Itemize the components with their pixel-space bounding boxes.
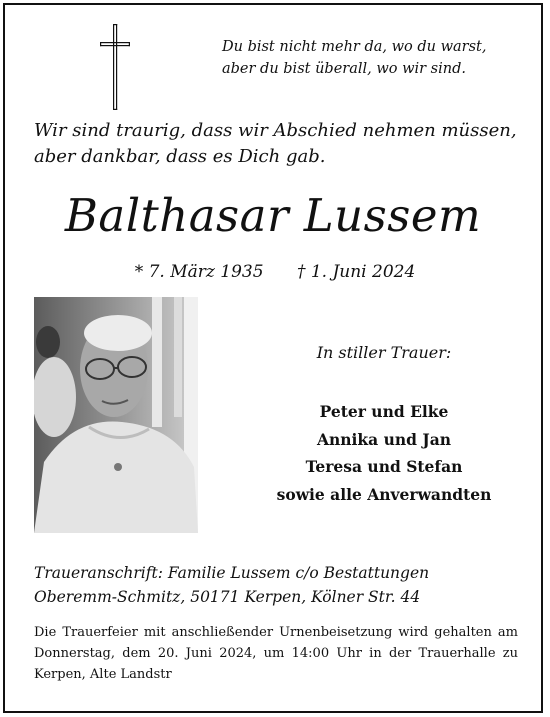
mourners-list bbox=[234, 398, 534, 508]
deceased-name: Balthasar Lussem bbox=[64, 189, 482, 242]
mourning-address bbox=[34, 561, 524, 609]
address-line: Traueranschrift: Familie Lussem c/o Bestattungen bbox=[34, 564, 430, 582]
intro-line: aber dankbar, dass es Dich gab. bbox=[34, 146, 326, 167]
cross-icon bbox=[98, 24, 132, 110]
address-line: Oberemm-Schmitz, 50171 Kerpen, Kölner Str. 44 bbox=[34, 588, 421, 606]
portrait-photo bbox=[34, 297, 198, 533]
mourner-entry: sowie alle Anverwandten bbox=[276, 484, 492, 504]
life-dates bbox=[0, 260, 550, 284]
funeral-notice: Die Trauerfeier mit anschließender Urnenbeisetzung wird gehalten am Donnerstag, dem 20. Juni 2024, um 14:00 Uhr in der Trauerhalle zu Kerpen, Alte Landstr bbox=[34, 625, 518, 682]
motto-line: Du bist nicht mehr da, wo du warst, bbox=[222, 39, 487, 55]
death-date: † 1. Juni 2024 bbox=[296, 262, 416, 282]
birth-date: * 7. März 1935 bbox=[134, 262, 264, 282]
motto-quote bbox=[222, 36, 522, 80]
mourner-entry: Peter und Elke bbox=[319, 402, 449, 421]
mourner-entry: Annika und Jan bbox=[316, 429, 452, 449]
intro-text bbox=[34, 118, 524, 170]
motto-line: aber du bist überall, wo wir sind. bbox=[222, 61, 466, 77]
intro-line: Wir sind traurig, dass wir Abschied nehmen müssen, bbox=[34, 120, 517, 141]
mourning-heading: In stiller Trauer: bbox=[316, 343, 452, 362]
mourner-entry: Teresa und Stefan bbox=[305, 457, 463, 476]
